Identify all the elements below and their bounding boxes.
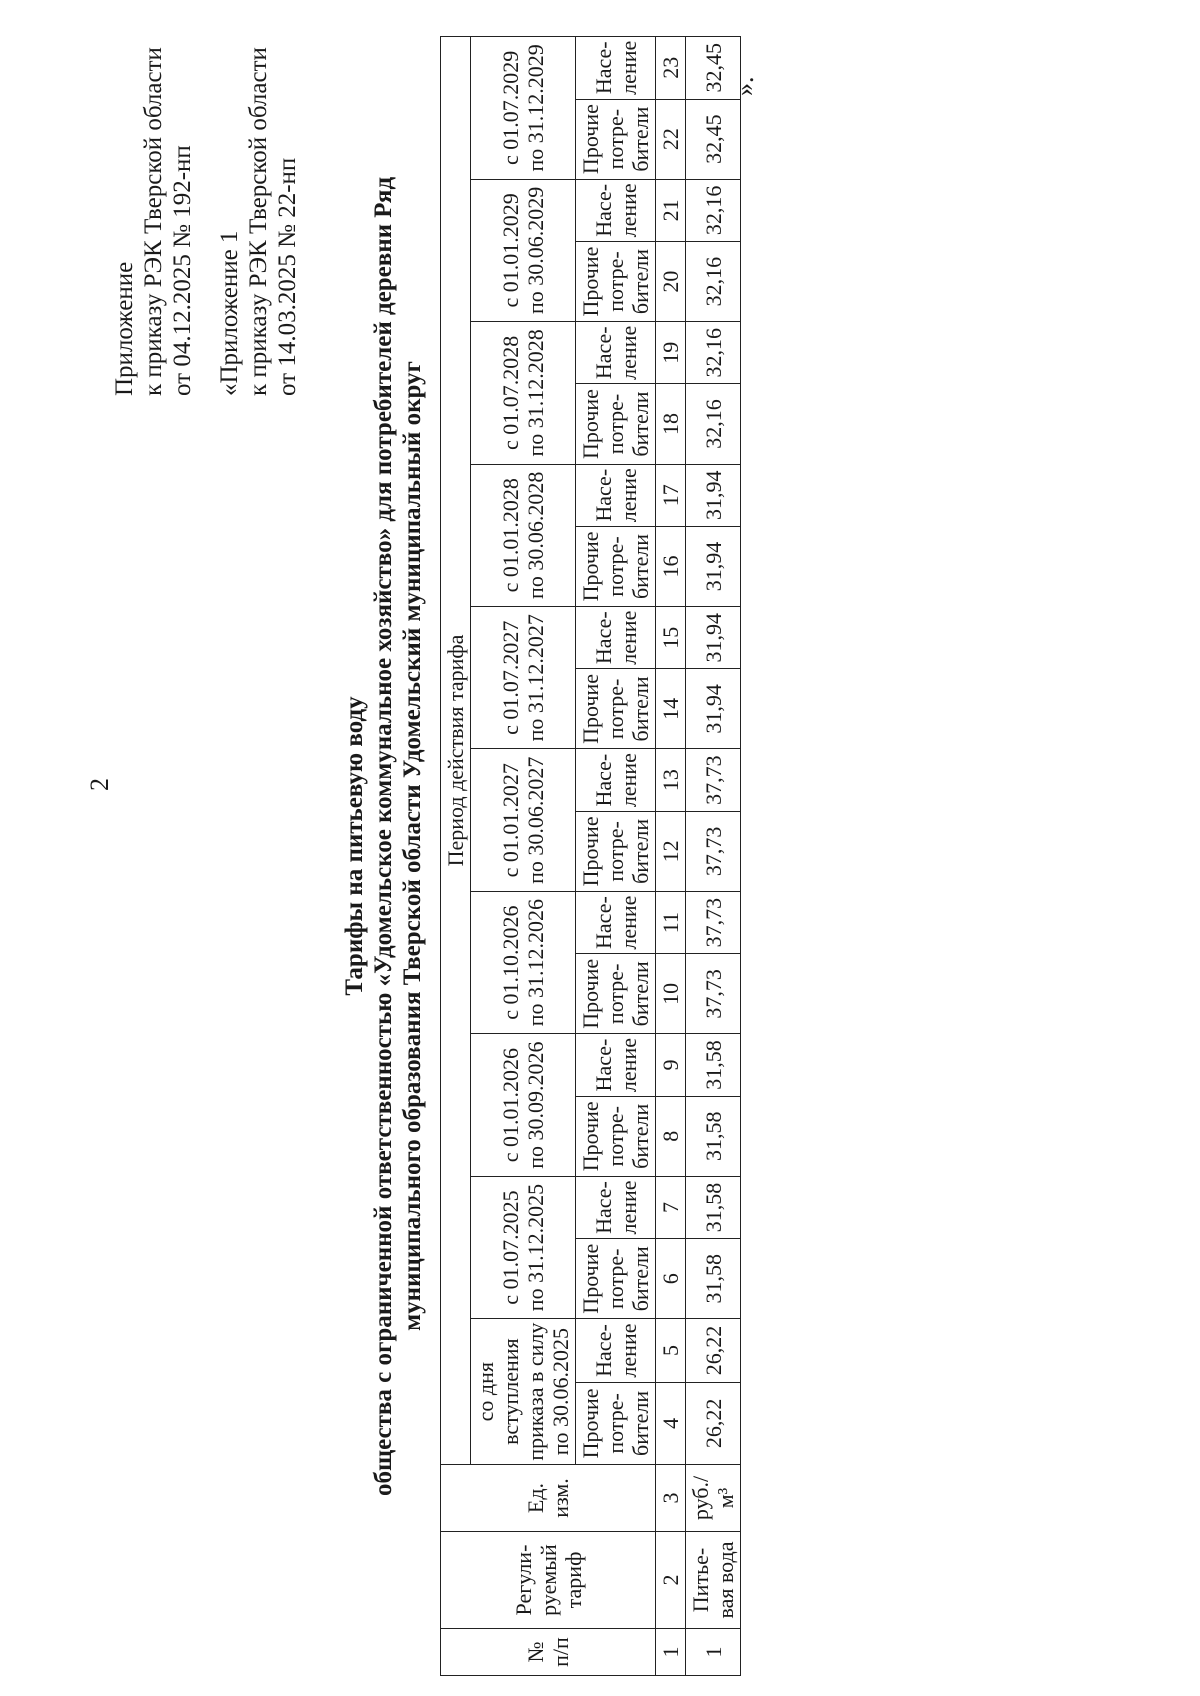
title-line: общества с ограниченной ответственностью «Удомельское коммунальное хозяйство» для потребителей деревни Ряд [370, 176, 397, 1496]
column-number: 1 [656, 1629, 686, 1676]
tariff-value: 32,45 [686, 37, 741, 100]
tariff-value: 31,58 [686, 1176, 741, 1238]
table-row [686, 37, 741, 1676]
subheader-population: Насе-ление [576, 891, 656, 953]
column-number: 7 [656, 1176, 686, 1238]
tariff-value: 31,58 [686, 1239, 741, 1319]
period-header: с 01.01.2029 по 30.06.2029 [471, 179, 576, 321]
appendix-line: к приказу РЭК Тверской области [245, 47, 272, 396]
column-number: 19 [656, 322, 686, 384]
column-number: 13 [656, 749, 686, 811]
period-header: с 01.01.2027 по 30.06.2027 [471, 749, 576, 891]
header-row [441, 37, 471, 1676]
row-unit: руб./м³ [686, 1465, 741, 1532]
subheader-other: Прочие потре-бители [576, 99, 656, 179]
title-line: Тарифы на питьевую воду [341, 696, 368, 996]
period-header: с 01.07.2027 по 31.12.2027 [471, 607, 576, 749]
subheader-other: Прочие потре-бители [576, 954, 656, 1034]
tariff-value: 37,73 [686, 749, 741, 811]
column-number: 4 [656, 1382, 686, 1464]
subheader-other: Прочие потре-бители [576, 1096, 656, 1176]
tariff-value: 26,22 [686, 1382, 741, 1464]
header-period: Период действия тарифа [441, 37, 471, 1465]
column-number: 6 [656, 1239, 686, 1319]
subheader-other: Прочие потре-бители [576, 242, 656, 322]
column-number: 23 [656, 37, 686, 100]
column-number: 18 [656, 384, 686, 464]
subheader-population: Насе-ление [576, 1034, 656, 1096]
subheader-other: Прочие потре-бители [576, 669, 656, 749]
title-line: муниципального образования Тверской области Удомельский муниципальный округ [399, 361, 426, 1331]
column-number: 10 [656, 954, 686, 1034]
subheader-other: Прочие потре-бители [576, 811, 656, 891]
subheader-population: Насе-ление [576, 322, 656, 384]
subheader-population: Насе-ление [576, 1319, 656, 1383]
appendix-previous-header [215, 47, 302, 396]
column-number: 11 [656, 891, 686, 953]
subheader-row [576, 37, 656, 1676]
appendix-line: от 04.12.2025 № 192-нп [169, 145, 196, 396]
subheader-other: Прочие потре-бители [576, 526, 656, 606]
subheader-other: Прочие потре-бители [576, 1382, 656, 1464]
tariff-value: 31,94 [686, 526, 741, 606]
subheader-population: Насе-ление [576, 607, 656, 669]
subheader-population: Насе-ление [576, 749, 656, 811]
tariff-value: 31,58 [686, 1034, 741, 1096]
period-header: с 01.07.2028 по 31.12.2028 [471, 322, 576, 464]
appendix-current-header [110, 47, 197, 396]
tariff-value: 32,45 [686, 99, 741, 179]
row-tariff: Питье-вая вода [686, 1532, 741, 1629]
period-header: со дня вступления приказа в силу по 30.06.2025 [471, 1319, 576, 1465]
column-number-row [656, 37, 686, 1676]
tariff-value: 31,94 [686, 607, 741, 669]
row-number: 1 [686, 1629, 741, 1676]
tariff-value: 31,94 [686, 464, 741, 526]
period-row [471, 37, 576, 1676]
column-number: 16 [656, 526, 686, 606]
appendix-line: от 14.03.2025 № 22-нп [274, 157, 301, 396]
subheader-population: Насе-ление [576, 37, 656, 100]
period-header: с 01.07.2029 по 31.12.2029 [471, 37, 576, 180]
period-header: с 01.01.2028 по 30.06.2028 [471, 464, 576, 606]
column-number: 22 [656, 99, 686, 179]
subheader-population: Насе-ление [576, 179, 656, 241]
tariff-table [440, 36, 741, 1676]
tariff-value: 26,22 [686, 1319, 741, 1383]
appendix-line: Приложение [111, 261, 138, 396]
header-unit: Ед. изм. [441, 1465, 656, 1532]
column-number: 8 [656, 1096, 686, 1176]
tariff-value: 37,73 [686, 954, 741, 1034]
appendix-line: к приказу РЭК Тверской области [140, 47, 167, 396]
column-number: 3 [656, 1465, 686, 1532]
document-title [340, 176, 427, 1496]
column-number: 20 [656, 242, 686, 322]
tariff-value: 31,58 [686, 1096, 741, 1176]
column-number: 17 [656, 464, 686, 526]
tariff-value: 31,94 [686, 669, 741, 749]
tariff-value: 32,16 [686, 179, 741, 241]
tariff-value: 37,73 [686, 891, 741, 953]
page-number: 2 [85, 778, 114, 791]
subheader-population: Насе-ление [576, 1176, 656, 1238]
tariff-value: 32,16 [686, 384, 741, 464]
column-number: 12 [656, 811, 686, 891]
subheader-population: Насе-ление [576, 464, 656, 526]
subheader-other: Прочие потре-бители [576, 384, 656, 464]
appendix-line: «Приложение 1 [216, 230, 243, 396]
tariff-value: 32,16 [686, 322, 741, 384]
column-number: 9 [656, 1034, 686, 1096]
period-header: с 01.07.2025 по 31.12.2025 [471, 1176, 576, 1318]
column-number: 14 [656, 669, 686, 749]
column-number: 21 [656, 179, 686, 241]
header-tariff: Регули-руемый тариф [441, 1532, 656, 1629]
tariff-value: 37,73 [686, 811, 741, 891]
closing-quote: ». [730, 76, 759, 96]
header-number: № п/п [441, 1629, 656, 1676]
period-header: с 01.01.2026 по 30.09.2026 [471, 1034, 576, 1176]
column-number: 5 [656, 1319, 686, 1383]
column-number: 2 [656, 1532, 686, 1629]
column-number: 15 [656, 607, 686, 669]
tariff-value: 32,16 [686, 242, 741, 322]
subheader-other: Прочие потре-бители [576, 1239, 656, 1319]
period-header: с 01.10.2026 по 31.12.2026 [471, 891, 576, 1033]
